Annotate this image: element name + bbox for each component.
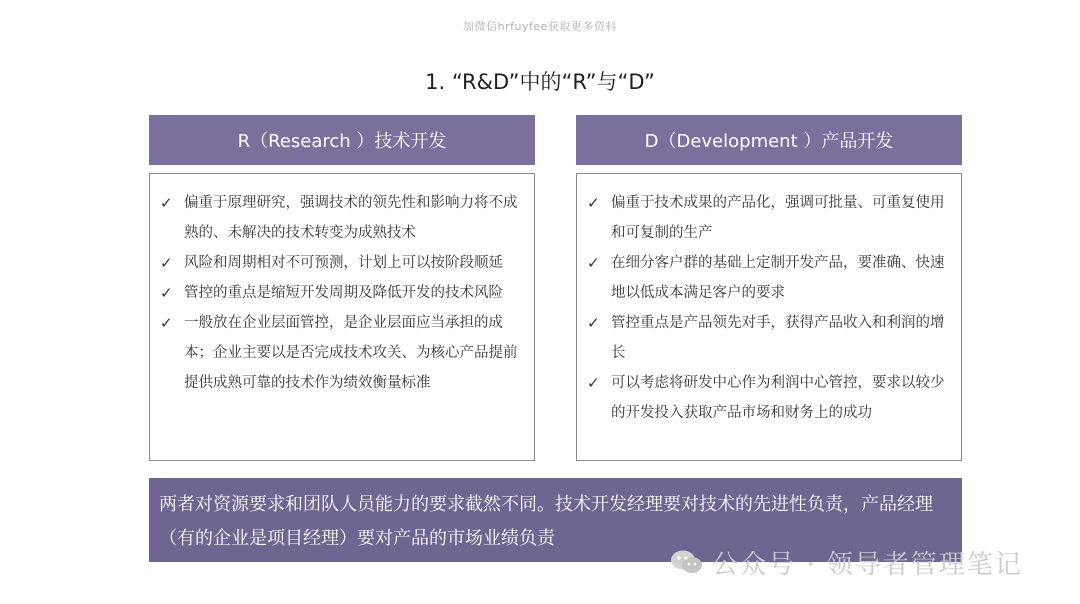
- development-item-text: 可以考虑将研发中心作为利润中心管控，要求以较少的开发投入获取产品市场和财务上的成功: [611, 375, 945, 421]
- check-icon: ✓: [160, 194, 173, 212]
- check-icon: ✓: [587, 254, 600, 272]
- research-item: [160, 188, 520, 248]
- development-item: [587, 248, 947, 308]
- wechat-icon: [670, 549, 704, 575]
- development-item: [587, 308, 947, 368]
- research-item-text: 风险和周期相对不可预测，计划上可以按阶段顺延: [184, 255, 503, 271]
- development-item: [587, 368, 947, 428]
- bottom-watermark-text: 公众号 · 领导者管理笔记: [712, 549, 1023, 580]
- research-item-text: 偏重于原理研究，强调技术的领先性和影响力将不成熟的、未解决的技术转变为成熟技术: [184, 195, 518, 241]
- check-icon: ✓: [587, 374, 600, 392]
- check-icon: ✓: [160, 254, 173, 272]
- check-icon: ✓: [587, 314, 600, 332]
- check-icon: ✓: [587, 194, 600, 212]
- research-box: [149, 173, 535, 461]
- development-item-text: 在细分客户群的基础上定制开发产品，要准确、快速地以低成本满足客户的要求: [611, 255, 945, 301]
- summary-banner: 两者对资源要求和团队人员能力的要求截然不同。技术开发经理要对技术的先进性负责，产品经理（有的企业是项目经理）要对产品的市场业绩负责: [149, 478, 962, 562]
- development-box: [576, 173, 962, 461]
- development-item: [587, 188, 947, 248]
- development-header: D（Development ）产品开发: [576, 115, 962, 165]
- research-item: [160, 308, 520, 398]
- research-item: [160, 248, 520, 278]
- research-header: R（Research ）技术开发: [149, 115, 535, 165]
- development-item-text: 偏重于技术成果的产品化，强调可批量、可重复使用和可复制的生产: [611, 195, 945, 241]
- check-icon: ✓: [160, 284, 173, 302]
- bottom-watermark: [670, 542, 1023, 582]
- check-icon: ✓: [160, 314, 173, 332]
- research-item-text: 一般放在企业层面管控，是企业层面应当承担的成本；企业主要以是否完成技术攻关、为核心产品提前提供成熟可靠的技术作为绩效衡量标准: [184, 315, 518, 391]
- slide-title: 1. “R&D”中的“R”与“D”: [425, 70, 655, 94]
- development-item-text: 管控重点是产品领先对手，获得产品收入和利润的增长: [611, 315, 945, 361]
- top-watermark: 加微信hrfuyfee获取更多资料: [463, 20, 617, 33]
- research-item-text: 管控的重点是缩短开发周期及降低开发的技术风险: [184, 285, 503, 301]
- research-item: [160, 278, 520, 308]
